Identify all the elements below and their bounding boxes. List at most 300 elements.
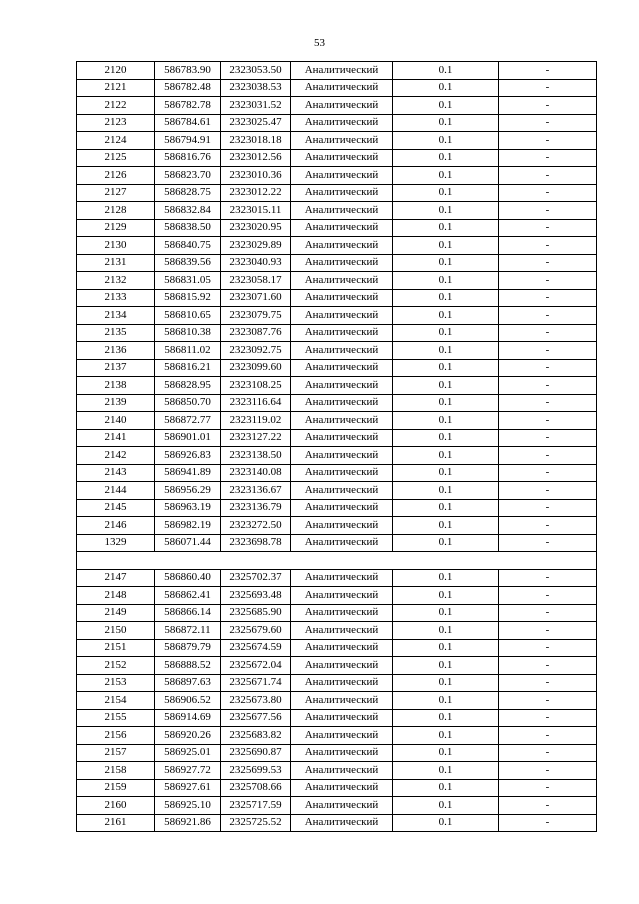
y-coordinate-cell: 2323698.78: [221, 534, 291, 552]
point-number-cell: 2151: [77, 639, 155, 657]
method-cell: Аналитический: [291, 709, 393, 727]
x-coordinate-cell: 586840.75: [155, 237, 221, 255]
note-cell: -: [499, 499, 597, 517]
y-coordinate-cell: 2323092.75: [221, 342, 291, 360]
accuracy-cell: 0.1: [393, 377, 499, 395]
note-cell: -: [499, 167, 597, 185]
method-cell: Аналитический: [291, 447, 393, 465]
accuracy-cell: 0.1: [393, 307, 499, 325]
point-number-cell: 2126: [77, 167, 155, 185]
coordinates-table-body: [77, 62, 597, 832]
note-cell: -: [499, 237, 597, 255]
point-number-cell: 2159: [77, 779, 155, 797]
point-number-cell: 2139: [77, 394, 155, 412]
table-row: [77, 464, 597, 482]
table-row: [77, 202, 597, 220]
y-coordinate-cell: 2325690.87: [221, 744, 291, 762]
table-row: [77, 622, 597, 640]
y-coordinate-cell: 2323099.60: [221, 359, 291, 377]
y-coordinate-cell: 2325717.59: [221, 797, 291, 815]
x-coordinate-cell: 586071.44: [155, 534, 221, 552]
y-coordinate-cell: 2325672.04: [221, 657, 291, 675]
x-coordinate-cell: 586927.61: [155, 779, 221, 797]
coordinates-table: [76, 61, 597, 832]
method-cell: Аналитический: [291, 377, 393, 395]
x-coordinate-cell: 586828.95: [155, 377, 221, 395]
y-coordinate-cell: 2325725.52: [221, 814, 291, 832]
note-cell: -: [499, 727, 597, 745]
table-row: [77, 744, 597, 762]
table-row: [77, 359, 597, 377]
point-number-cell: 2153: [77, 674, 155, 692]
table-row: [77, 762, 597, 780]
x-coordinate-cell: 586914.69: [155, 709, 221, 727]
accuracy-cell: 0.1: [393, 79, 499, 97]
point-number-cell: 2141: [77, 429, 155, 447]
method-cell: Аналитический: [291, 464, 393, 482]
accuracy-cell: 0.1: [393, 149, 499, 167]
accuracy-cell: 0.1: [393, 62, 499, 80]
accuracy-cell: 0.1: [393, 727, 499, 745]
point-number-cell: 2120: [77, 62, 155, 80]
point-number-cell: 2136: [77, 342, 155, 360]
table-row: [77, 587, 597, 605]
note-cell: -: [499, 604, 597, 622]
accuracy-cell: 0.1: [393, 272, 499, 290]
accuracy-cell: 0.1: [393, 762, 499, 780]
point-number-cell: 2143: [77, 464, 155, 482]
method-cell: Аналитический: [291, 97, 393, 115]
y-coordinate-cell: 2323010.36: [221, 167, 291, 185]
method-cell: Аналитический: [291, 674, 393, 692]
note-cell: -: [499, 324, 597, 342]
point-number-cell: 2161: [77, 814, 155, 832]
y-coordinate-cell: 2325702.37: [221, 569, 291, 587]
y-coordinate-cell: 2323012.56: [221, 149, 291, 167]
accuracy-cell: 0.1: [393, 482, 499, 500]
table-row: [77, 639, 597, 657]
point-number-cell: 2127: [77, 184, 155, 202]
point-number-cell: 2150: [77, 622, 155, 640]
y-coordinate-cell: 2323012.22: [221, 184, 291, 202]
note-cell: -: [499, 359, 597, 377]
page-number: 53: [314, 37, 325, 49]
method-cell: Аналитический: [291, 324, 393, 342]
y-coordinate-cell: 2323040.93: [221, 254, 291, 272]
x-coordinate-cell: 586925.10: [155, 797, 221, 815]
point-number-cell: 1329: [77, 534, 155, 552]
y-coordinate-cell: 2325693.48: [221, 587, 291, 605]
x-coordinate-cell: 586794.91: [155, 132, 221, 150]
y-coordinate-cell: 2323087.76: [221, 324, 291, 342]
x-coordinate-cell: 586784.61: [155, 114, 221, 132]
y-coordinate-cell: 2323071.60: [221, 289, 291, 307]
method-cell: Аналитический: [291, 587, 393, 605]
table-row: [77, 779, 597, 797]
accuracy-cell: 0.1: [393, 342, 499, 360]
x-coordinate-cell: 586850.70: [155, 394, 221, 412]
accuracy-cell: 0.1: [393, 114, 499, 132]
x-coordinate-cell: 586811.02: [155, 342, 221, 360]
method-cell: Аналитический: [291, 692, 393, 710]
note-cell: -: [499, 62, 597, 80]
x-coordinate-cell: 586872.11: [155, 622, 221, 640]
point-number-cell: 2157: [77, 744, 155, 762]
y-coordinate-cell: 2323138.50: [221, 447, 291, 465]
method-cell: Аналитический: [291, 622, 393, 640]
table-row: [77, 394, 597, 412]
table-row: [77, 237, 597, 255]
method-cell: Аналитический: [291, 604, 393, 622]
accuracy-cell: 0.1: [393, 464, 499, 482]
method-cell: Аналитический: [291, 79, 393, 97]
note-cell: -: [499, 639, 597, 657]
point-number-cell: 2121: [77, 79, 155, 97]
note-cell: -: [499, 429, 597, 447]
section-separator-cell: [77, 552, 597, 570]
method-cell: Аналитический: [291, 657, 393, 675]
accuracy-cell: 0.1: [393, 674, 499, 692]
method-cell: Аналитический: [291, 814, 393, 832]
x-coordinate-cell: 586832.84: [155, 202, 221, 220]
note-cell: -: [499, 114, 597, 132]
point-number-cell: 2132: [77, 272, 155, 290]
note-cell: -: [499, 289, 597, 307]
y-coordinate-cell: 2323058.17: [221, 272, 291, 290]
accuracy-cell: 0.1: [393, 622, 499, 640]
accuracy-cell: 0.1: [393, 412, 499, 430]
note-cell: -: [499, 132, 597, 150]
table-row: [77, 307, 597, 325]
method-cell: Аналитический: [291, 184, 393, 202]
note-cell: -: [499, 412, 597, 430]
y-coordinate-cell: 2325685.90: [221, 604, 291, 622]
x-coordinate-cell: 586901.01: [155, 429, 221, 447]
point-number-cell: 2128: [77, 202, 155, 220]
table-row: [77, 534, 597, 552]
note-cell: -: [499, 569, 597, 587]
method-cell: Аналитический: [291, 132, 393, 150]
note-cell: -: [499, 622, 597, 640]
method-cell: Аналитический: [291, 237, 393, 255]
point-number-cell: 2123: [77, 114, 155, 132]
x-coordinate-cell: 586920.26: [155, 727, 221, 745]
accuracy-cell: 0.1: [393, 97, 499, 115]
point-number-cell: 2145: [77, 499, 155, 517]
method-cell: Аналитический: [291, 762, 393, 780]
point-number-cell: 2140: [77, 412, 155, 430]
table-row: [77, 482, 597, 500]
x-coordinate-cell: 586906.52: [155, 692, 221, 710]
note-cell: -: [499, 254, 597, 272]
y-coordinate-cell: 2323029.89: [221, 237, 291, 255]
accuracy-cell: 0.1: [393, 289, 499, 307]
y-coordinate-cell: 2325683.82: [221, 727, 291, 745]
x-coordinate-cell: 586897.63: [155, 674, 221, 692]
method-cell: Аналитический: [291, 394, 393, 412]
point-number-cell: 2160: [77, 797, 155, 815]
table-row: [77, 79, 597, 97]
y-coordinate-cell: 2323108.25: [221, 377, 291, 395]
point-number-cell: 2130: [77, 237, 155, 255]
y-coordinate-cell: 2325671.74: [221, 674, 291, 692]
point-number-cell: 2129: [77, 219, 155, 237]
note-cell: -: [499, 219, 597, 237]
accuracy-cell: 0.1: [393, 797, 499, 815]
table-row: [77, 97, 597, 115]
method-cell: Аналитический: [291, 289, 393, 307]
note-cell: -: [499, 447, 597, 465]
point-number-cell: 2155: [77, 709, 155, 727]
y-coordinate-cell: 2323127.22: [221, 429, 291, 447]
y-coordinate-cell: 2323025.47: [221, 114, 291, 132]
method-cell: Аналитический: [291, 482, 393, 500]
method-cell: Аналитический: [291, 744, 393, 762]
y-coordinate-cell: 2323272.50: [221, 517, 291, 535]
table-row: [77, 132, 597, 150]
x-coordinate-cell: 586816.76: [155, 149, 221, 167]
method-cell: Аналитический: [291, 359, 393, 377]
x-coordinate-cell: 586866.14: [155, 604, 221, 622]
y-coordinate-cell: 2323015.11: [221, 202, 291, 220]
section-separator-row: [77, 552, 597, 570]
x-coordinate-cell: 586872.77: [155, 412, 221, 430]
table-row: [77, 149, 597, 167]
x-coordinate-cell: 586838.50: [155, 219, 221, 237]
table-row: [77, 219, 597, 237]
note-cell: -: [499, 657, 597, 675]
accuracy-cell: 0.1: [393, 447, 499, 465]
y-coordinate-cell: 2323119.02: [221, 412, 291, 430]
table-row: [77, 674, 597, 692]
note-cell: -: [499, 97, 597, 115]
y-coordinate-cell: 2323140.08: [221, 464, 291, 482]
x-coordinate-cell: 586879.79: [155, 639, 221, 657]
x-coordinate-cell: 586963.19: [155, 499, 221, 517]
note-cell: -: [499, 534, 597, 552]
note-cell: -: [499, 394, 597, 412]
x-coordinate-cell: 586862.41: [155, 587, 221, 605]
table-row: [77, 324, 597, 342]
point-number-cell: 2125: [77, 149, 155, 167]
y-coordinate-cell: 2323018.18: [221, 132, 291, 150]
accuracy-cell: 0.1: [393, 394, 499, 412]
table-row: [77, 342, 597, 360]
method-cell: Аналитический: [291, 272, 393, 290]
accuracy-cell: 0.1: [393, 639, 499, 657]
accuracy-cell: 0.1: [393, 517, 499, 535]
table-row: [77, 412, 597, 430]
accuracy-cell: 0.1: [393, 499, 499, 517]
method-cell: Аналитический: [291, 797, 393, 815]
x-coordinate-cell: 586783.90: [155, 62, 221, 80]
point-number-cell: 2148: [77, 587, 155, 605]
table-row: [77, 797, 597, 815]
x-coordinate-cell: 586831.05: [155, 272, 221, 290]
note-cell: -: [499, 709, 597, 727]
accuracy-cell: 0.1: [393, 219, 499, 237]
accuracy-cell: 0.1: [393, 534, 499, 552]
note-cell: -: [499, 464, 597, 482]
x-coordinate-cell: 586828.75: [155, 184, 221, 202]
x-coordinate-cell: 586782.48: [155, 79, 221, 97]
point-number-cell: 2124: [77, 132, 155, 150]
table-row: [77, 692, 597, 710]
method-cell: Аналитический: [291, 639, 393, 657]
y-coordinate-cell: 2323079.75: [221, 307, 291, 325]
x-coordinate-cell: 586941.89: [155, 464, 221, 482]
method-cell: Аналитический: [291, 149, 393, 167]
table-row: [77, 657, 597, 675]
accuracy-cell: 0.1: [393, 132, 499, 150]
table-row: [77, 709, 597, 727]
note-cell: -: [499, 517, 597, 535]
note-cell: -: [499, 79, 597, 97]
x-coordinate-cell: 586839.56: [155, 254, 221, 272]
y-coordinate-cell: 2323038.53: [221, 79, 291, 97]
method-cell: Аналитический: [291, 342, 393, 360]
y-coordinate-cell: 2325677.56: [221, 709, 291, 727]
method-cell: Аналитический: [291, 219, 393, 237]
x-coordinate-cell: 586860.40: [155, 569, 221, 587]
x-coordinate-cell: 586921.86: [155, 814, 221, 832]
accuracy-cell: 0.1: [393, 167, 499, 185]
y-coordinate-cell: 2325708.66: [221, 779, 291, 797]
accuracy-cell: 0.1: [393, 587, 499, 605]
x-coordinate-cell: 586810.38: [155, 324, 221, 342]
x-coordinate-cell: 586782.78: [155, 97, 221, 115]
table-row: [77, 114, 597, 132]
table-row: [77, 289, 597, 307]
method-cell: Аналитический: [291, 412, 393, 430]
x-coordinate-cell: 586888.52: [155, 657, 221, 675]
note-cell: -: [499, 797, 597, 815]
point-number-cell: 2138: [77, 377, 155, 395]
table-row: [77, 517, 597, 535]
x-coordinate-cell: 586982.19: [155, 517, 221, 535]
x-coordinate-cell: 586810.65: [155, 307, 221, 325]
accuracy-cell: 0.1: [393, 324, 499, 342]
accuracy-cell: 0.1: [393, 429, 499, 447]
note-cell: -: [499, 779, 597, 797]
method-cell: Аналитический: [291, 307, 393, 325]
table-row: [77, 604, 597, 622]
y-coordinate-cell: 2325699.53: [221, 762, 291, 780]
table-row: [77, 499, 597, 517]
table-row: [77, 254, 597, 272]
accuracy-cell: 0.1: [393, 569, 499, 587]
x-coordinate-cell: 586926.83: [155, 447, 221, 465]
method-cell: Аналитический: [291, 429, 393, 447]
accuracy-cell: 0.1: [393, 359, 499, 377]
note-cell: -: [499, 587, 597, 605]
accuracy-cell: 0.1: [393, 709, 499, 727]
table-row: [77, 447, 597, 465]
table-row: [77, 377, 597, 395]
accuracy-cell: 0.1: [393, 184, 499, 202]
y-coordinate-cell: 2323116.64: [221, 394, 291, 412]
point-number-cell: 2122: [77, 97, 155, 115]
accuracy-cell: 0.1: [393, 237, 499, 255]
note-cell: -: [499, 272, 597, 290]
x-coordinate-cell: 586956.29: [155, 482, 221, 500]
point-number-cell: 2152: [77, 657, 155, 675]
y-coordinate-cell: 2323136.79: [221, 499, 291, 517]
y-coordinate-cell: 2325674.59: [221, 639, 291, 657]
accuracy-cell: 0.1: [393, 202, 499, 220]
point-number-cell: 2134: [77, 307, 155, 325]
note-cell: -: [499, 674, 597, 692]
table-row: [77, 184, 597, 202]
point-number-cell: 2144: [77, 482, 155, 500]
method-cell: Аналитический: [291, 779, 393, 797]
table-row: [77, 167, 597, 185]
point-number-cell: 2146: [77, 517, 155, 535]
x-coordinate-cell: 586823.70: [155, 167, 221, 185]
y-coordinate-cell: 2325673.80: [221, 692, 291, 710]
method-cell: Аналитический: [291, 167, 393, 185]
note-cell: -: [499, 814, 597, 832]
table-row: [77, 272, 597, 290]
note-cell: -: [499, 184, 597, 202]
x-coordinate-cell: 586927.72: [155, 762, 221, 780]
method-cell: Аналитический: [291, 727, 393, 745]
point-number-cell: 2154: [77, 692, 155, 710]
table-row: [77, 727, 597, 745]
table-row: [77, 814, 597, 832]
x-coordinate-cell: 586815.92: [155, 289, 221, 307]
point-number-cell: 2149: [77, 604, 155, 622]
point-number-cell: 2133: [77, 289, 155, 307]
accuracy-cell: 0.1: [393, 657, 499, 675]
note-cell: -: [499, 482, 597, 500]
point-number-cell: 2156: [77, 727, 155, 745]
accuracy-cell: 0.1: [393, 254, 499, 272]
x-coordinate-cell: 586925.01: [155, 744, 221, 762]
table-row: [77, 569, 597, 587]
x-coordinate-cell: 586816.21: [155, 359, 221, 377]
method-cell: Аналитический: [291, 569, 393, 587]
method-cell: Аналитический: [291, 202, 393, 220]
method-cell: Аналитический: [291, 114, 393, 132]
accuracy-cell: 0.1: [393, 744, 499, 762]
y-coordinate-cell: 2323031.52: [221, 97, 291, 115]
table-row: [77, 429, 597, 447]
point-number-cell: 2147: [77, 569, 155, 587]
accuracy-cell: 0.1: [393, 692, 499, 710]
point-number-cell: 2137: [77, 359, 155, 377]
note-cell: -: [499, 692, 597, 710]
accuracy-cell: 0.1: [393, 604, 499, 622]
point-number-cell: 2131: [77, 254, 155, 272]
point-number-cell: 2142: [77, 447, 155, 465]
accuracy-cell: 0.1: [393, 779, 499, 797]
table-row: [77, 62, 597, 80]
point-number-cell: 2135: [77, 324, 155, 342]
method-cell: Аналитический: [291, 534, 393, 552]
method-cell: Аналитический: [291, 517, 393, 535]
note-cell: -: [499, 762, 597, 780]
note-cell: -: [499, 744, 597, 762]
y-coordinate-cell: 2323053.50: [221, 62, 291, 80]
y-coordinate-cell: 2323020.95: [221, 219, 291, 237]
method-cell: Аналитический: [291, 499, 393, 517]
note-cell: -: [499, 307, 597, 325]
note-cell: -: [499, 202, 597, 220]
note-cell: -: [499, 342, 597, 360]
method-cell: Аналитический: [291, 254, 393, 272]
accuracy-cell: 0.1: [393, 814, 499, 832]
